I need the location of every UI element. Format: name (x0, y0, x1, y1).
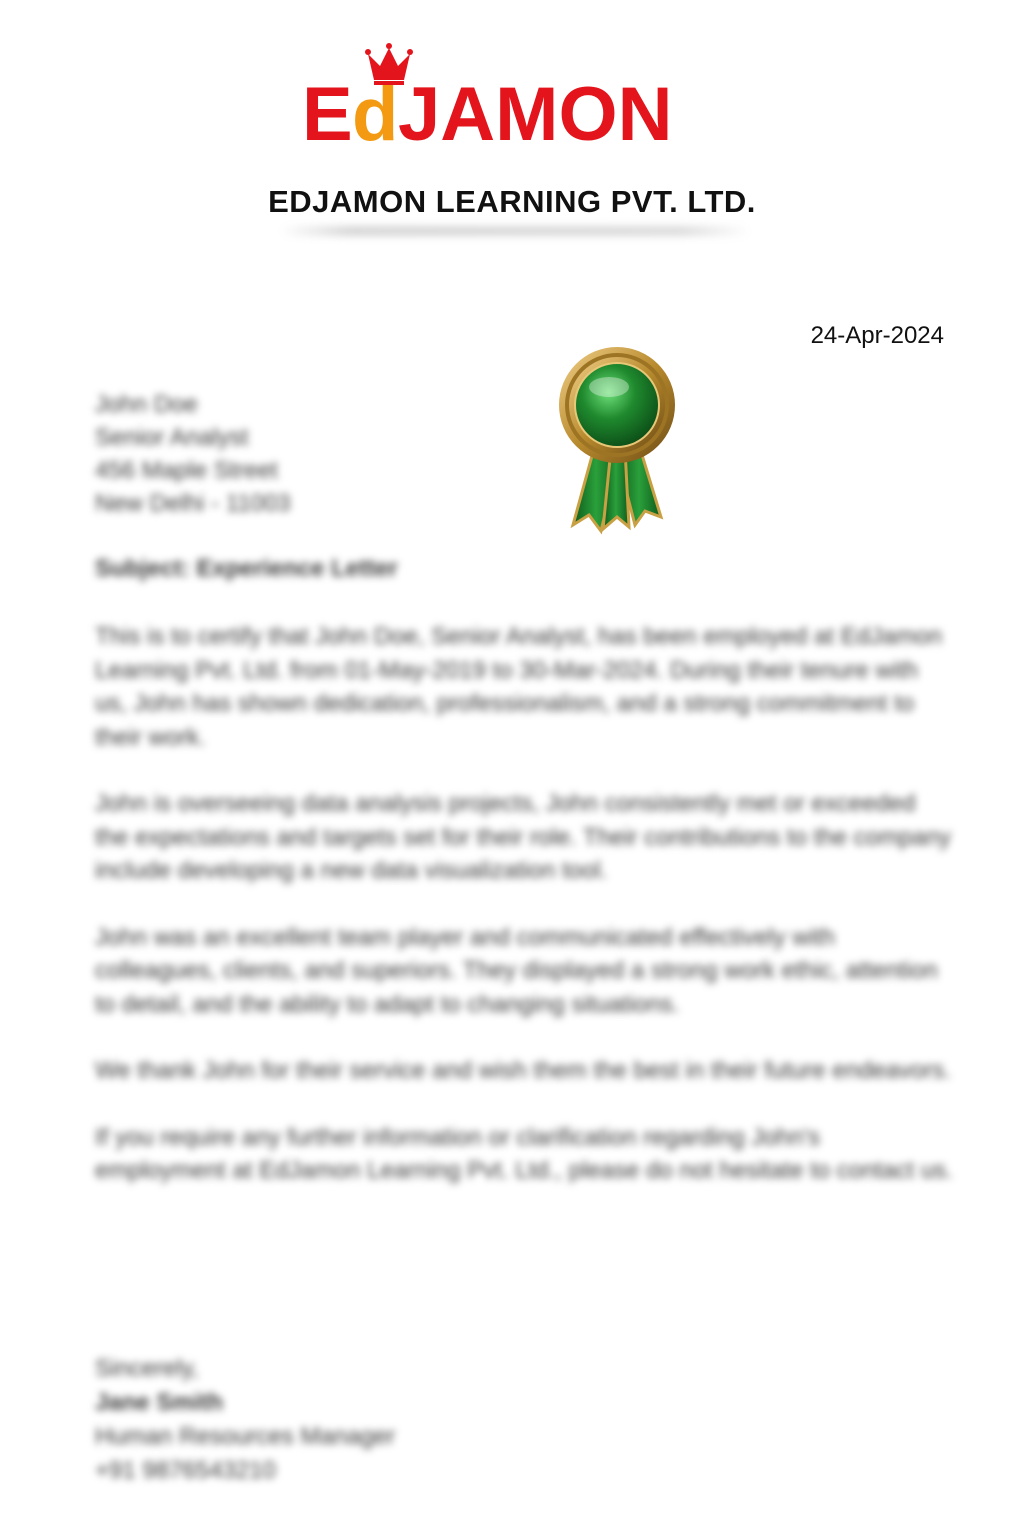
recipient-name: John Doe (95, 391, 198, 418)
signer-phone: +91 9876543210 (95, 1457, 276, 1484)
signer-title: Human Resources Manager (95, 1423, 396, 1450)
body-paragraph: John is overseeing data analysis projects, John consistently met or exceeded the expectations and targets set for their role. Their contributions to the company include developing a new data visualization tool. (95, 790, 952, 884)
company-logo (0, 40, 1024, 150)
logo-letter-e: E (302, 72, 353, 150)
award-ribbon-icon (555, 345, 680, 535)
letter-subject: Subject: Experience Letter (95, 555, 398, 582)
recipient-street: 456 Maple Street (95, 457, 278, 484)
recipient-city: New Delhi - 11003 (95, 490, 291, 517)
edjamon-logo (302, 40, 722, 150)
body-paragraph: This is to certify that John Doe, Senior Analyst, has been employed at EdJamon Learning Pvt. Ltd. from 01-May-2019 to 30-Mar-2024. During their tenure with us, John has shown dedication, professionalism, and a strong commitment to their work. (95, 623, 943, 751)
logo-jamon: JAMON (398, 72, 673, 150)
body-paragraph: We thank John for their service and wish them the best in their future endeavors. (95, 1057, 952, 1084)
blurred-address-line (280, 226, 750, 236)
body-paragraph: John was an excellent team player and communicated effectively with colleagues, clients, and superiors. They displayed a strong work ethic, attention to detail, and the ability to adapt to changing situations. (95, 923, 938, 1018)
company-name: EDJAMON LEARNING PVT. LTD. (268, 184, 756, 219)
recipient-address (95, 388, 291, 520)
closing: Sincerely, (95, 1355, 199, 1382)
signature-block (95, 1352, 395, 1488)
letter-body (95, 620, 955, 1221)
signer-name: Jane Smith (95, 1389, 224, 1416)
logo-letter-d: d (352, 72, 399, 150)
letter-date: 24-Apr-2024 (810, 322, 944, 349)
recipient-title: Senior Analyst (95, 424, 249, 451)
body-paragraph: If you require any further information or clarification regarding John's employment at EdJamon Learning Pvt. Ltd., please do not hesitate to contact us. (95, 1123, 953, 1184)
